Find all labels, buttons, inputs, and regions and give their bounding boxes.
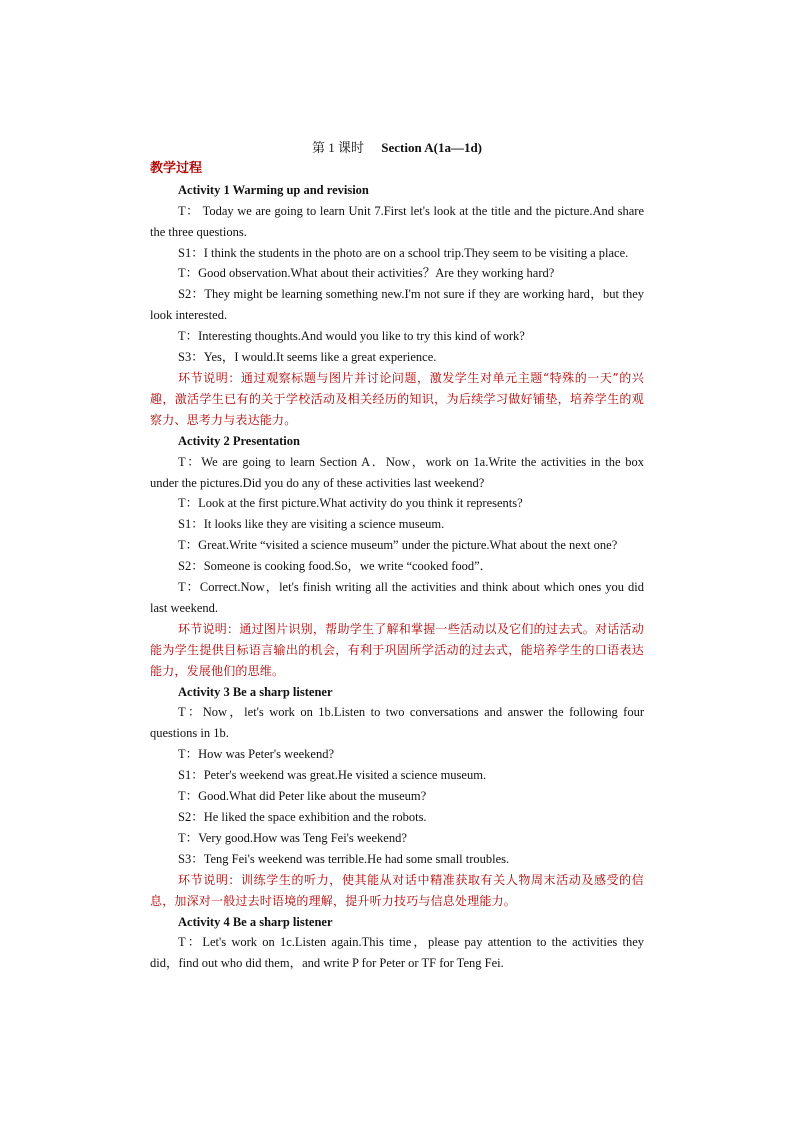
dialogue-line: S1：Peter's weekend was great.He visited a science museum. (178, 768, 487, 783)
design-note (150, 870, 644, 912)
activity-block (150, 912, 644, 975)
design-note (150, 619, 644, 682)
design-note-label: 环节说明： (178, 872, 242, 887)
design-note-text: 训练学生的听力，使其能从对话中精准获取有关人物周末活动及感受的信息，加深对一般过去时语境的理解，提升听力技巧与信息处理能力。 (150, 872, 644, 908)
dialogue-line: T：Look at the first picture.What activity do you think it represents? (178, 496, 523, 511)
page-title (150, 138, 644, 159)
design-note-label: 环节说明： (178, 621, 240, 636)
dialogue-line: T：Good.What did Peter like about the museum? (178, 789, 427, 804)
dialogue-line: T： Today we are going to learn Unit 7.First let's look at the title and the picture.And share the three questions. (150, 203, 644, 239)
dialogue-line: S1：I think the students in the photo are on a school trip.They seem to be visiting a place. (178, 245, 629, 260)
dialogue-line: T：Correct.Now，let's finish writing all the activities and think about which ones you did last weekend. (150, 580, 644, 615)
dialogue-line: T：We are going to learn Section A．Now，work on 1a.Write the activities in the box under the pictures.Did you do any of these activities last weekend? (150, 454, 644, 490)
activity-heading: Activity 1 Warming up and revision (178, 182, 369, 197)
activity-heading: Activity 2 Presentation (178, 433, 300, 448)
dialogue-line: S2：They might be learning something new.I'm not sure if they are working hard，but they look interested. (150, 287, 644, 323)
lesson-plan-body (150, 138, 644, 974)
design-note-label: 环节说明： (178, 370, 241, 385)
activity-heading: Activity 4 Be a sharp listener (178, 914, 333, 929)
dialogue-line: S1：It looks like they are visiting a science museum. (178, 517, 445, 532)
design-note-text: 通过图片识别，帮助学生了解和掌握一些活动以及它们的过去式。对话活动能为学生提供目标语言输出的机会，有利于巩固所学活动的过去式，能培养学生的口语表达能力，发展他们的思维。 (150, 621, 644, 678)
activity-block (150, 431, 644, 682)
lesson-number: 第 1 课时 (311, 140, 364, 155)
activity-block (150, 180, 644, 431)
dialogue-line: T：Great.Write “visited a science museum” under the picture.What about the next one? (178, 538, 618, 553)
dialogue-line: T：Good observation.What about their activities？Are they working hard? (178, 266, 555, 281)
design-note-text: 通过观察标题与图片并讨论问题，激发学生对单元主题“特殊的一天”的兴趣，激活学生已有的关于学校活动及相关经历的知识，为后续学习做好铺垫，培养学生的观察力、思考力与表达能力。 (150, 370, 644, 427)
activity-heading: Activity 3 Be a sharp listener (178, 684, 333, 699)
activity-block (150, 682, 644, 912)
dialogue-line: T：Very good.How was Teng Fei's weekend? (178, 830, 407, 845)
dialogue-line: S2：Someone is cooking food.So，we write “cooked food”． (178, 559, 493, 574)
section-label: Section A(1a—1d) (381, 140, 482, 155)
section-heading: 教学过程 (150, 160, 203, 176)
dialogue-line: T：How was Peter's weekend? (178, 747, 335, 762)
dialogue-line: T：Now，let's work on 1b.Listen to two conversations and answer the following four questions in 1b. (150, 705, 644, 741)
dialogue-line: S3：Teng Fei's weekend was terrible.He had some small troubles. (178, 851, 510, 866)
dialogue-line: T：Let's work on 1c.Listen again.This time，please pay attention to the activities they did，find out who did them，and write P for Peter or TF for Teng Fei. (150, 935, 644, 971)
dialogue-line: S2：He liked the space exhibition and the robots. (178, 810, 427, 824)
dialogue-line: S3：Yes，I would.It seems like a great experience. (178, 350, 437, 365)
dialogue-line: T：Interesting thoughts.And would you like to try this kind of work? (178, 329, 525, 344)
design-note (150, 368, 644, 431)
